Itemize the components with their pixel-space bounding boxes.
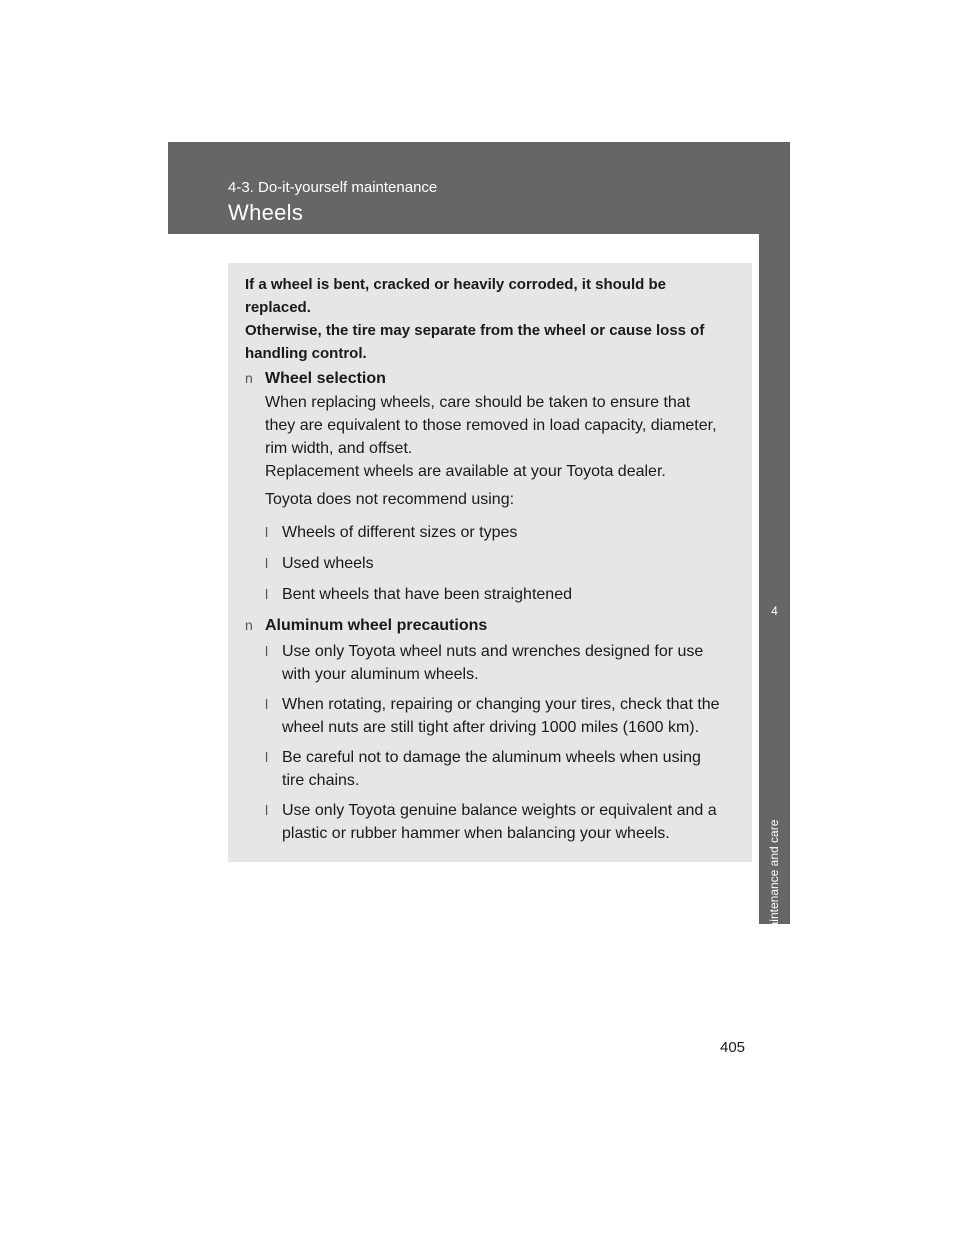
bullet-icon: l <box>265 524 269 540</box>
chapter-name: Maintenance and care <box>767 819 781 939</box>
paragraph-line: rim width, and offset. <box>265 440 413 457</box>
bullet-icon: l <box>265 749 269 765</box>
section-label: 4-3. Do-it-yourself maintenance <box>228 179 438 196</box>
page-header <box>168 142 790 234</box>
warning-line: handling control. <box>245 345 367 362</box>
warning-line: If a wheel is bent, cracked or heavily corroded, it should be <box>245 276 666 293</box>
paragraph-line: When replacing wheels, care should be taken to ensure that <box>265 394 691 411</box>
bullet-icon: l <box>265 586 269 602</box>
list-item: l Wheels of different sizes or types <box>265 521 735 544</box>
list-item: l Be careful not to damage the aluminum wheels when using tire chains. <box>265 746 735 792</box>
list-item: l Use only Toyota genuine balance weights or equivalent and a plastic or rubber hammer when balancing your wheels. <box>265 799 735 845</box>
list-item: l When rotating, repairing or changing your tires, check that the wheel nuts are still tight after driving 1000 miles (1600 km). <box>265 693 735 739</box>
bullet-icon: l <box>265 555 269 571</box>
list-item: l Used wheels <box>265 552 735 575</box>
wheel-selection-heading <box>245 367 386 390</box>
list-item: l Use only Toyota wheel nuts and wrenches designed for use with your aluminum wheels. <box>265 640 735 686</box>
chapter-number: 4 <box>771 604 778 618</box>
bullet-icon: l <box>265 643 269 659</box>
warning-line: replaced. <box>245 299 311 316</box>
warning-line: Otherwise, the tire may separate from the wheel or cause loss of <box>245 322 705 339</box>
chapter-side-tab <box>759 234 790 939</box>
paragraph-line: they are equivalent to those removed in load capacity, diameter, <box>265 417 717 434</box>
section-marker-icon: n <box>245 617 253 633</box>
section-marker-icon: n <box>245 370 253 386</box>
list-item: l Bent wheels that have been straightened <box>265 583 735 606</box>
content-box <box>228 263 752 862</box>
page-title: Wheels <box>228 200 304 225</box>
aluminum-heading <box>245 614 487 637</box>
recommend-paragraph <box>245 488 745 511</box>
wheel-selection-paragraph <box>245 391 745 483</box>
paragraph-line: Toyota does not recommend using: <box>265 491 515 508</box>
section-heading: Aluminum wheel precautions <box>265 617 488 634</box>
paragraph-line: Replacement wheels are available at your Toyota dealer. <box>265 463 666 480</box>
section-heading: Wheel selection <box>265 370 386 387</box>
warning-text <box>245 273 740 365</box>
bullet-icon: l <box>265 696 269 712</box>
page-number: 405 <box>720 1039 746 1056</box>
bullet-icon: l <box>265 802 269 818</box>
